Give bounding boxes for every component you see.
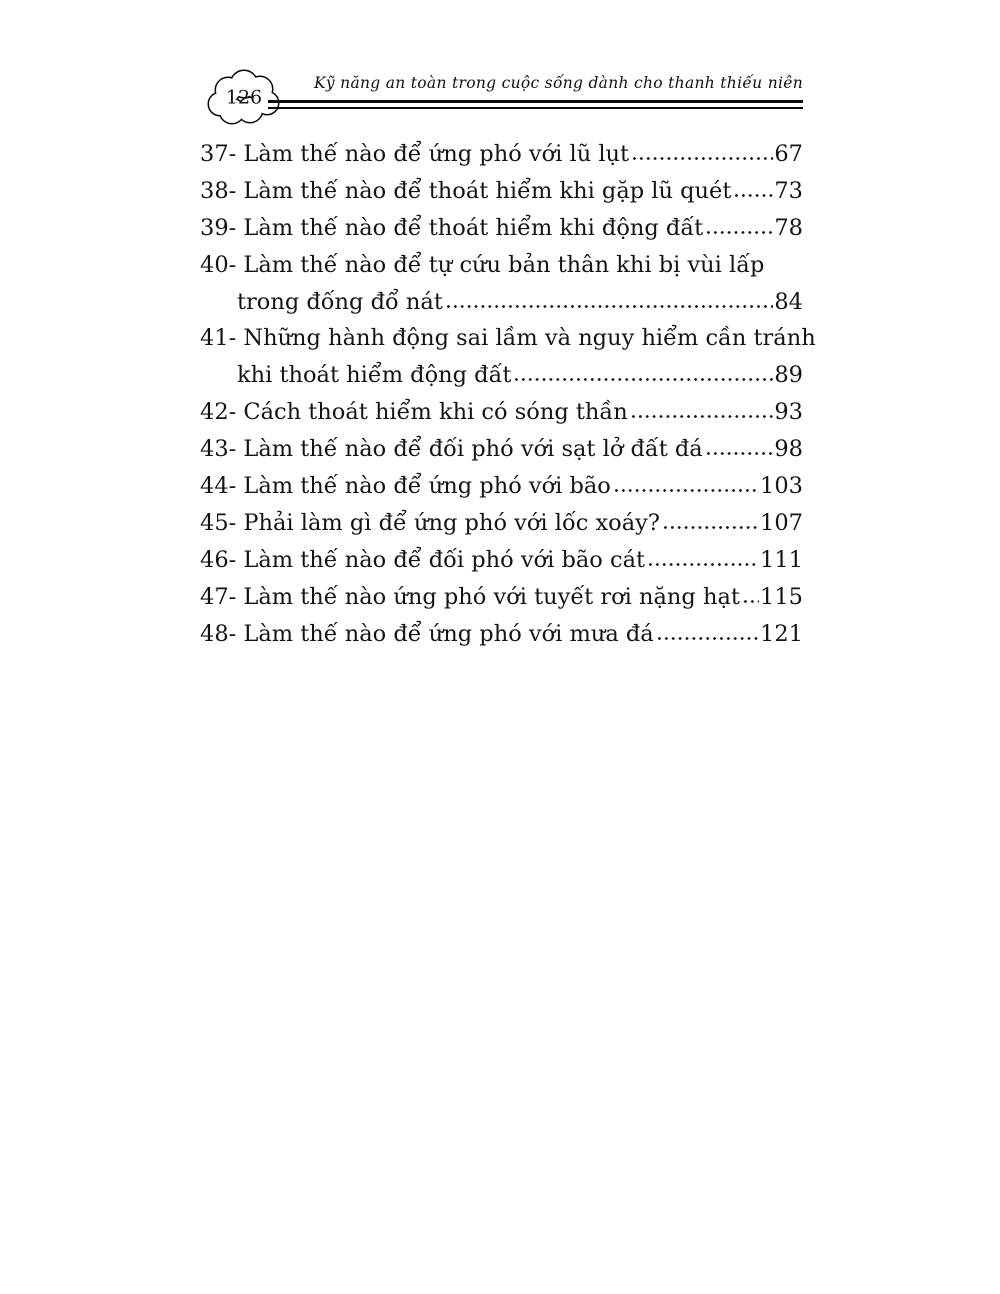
toc-page-number: 93: [774, 399, 803, 426]
header-rule-bottom: [268, 107, 803, 109]
toc-entry-text: 45- Phải làm gì để ứng phó với lốc xoáy?: [200, 509, 660, 536]
toc-row: [200, 399, 803, 436]
toc-row: [200, 436, 803, 473]
toc-entry-text: 39- Làm thế nào để thoát hiểm khi động đất: [200, 214, 704, 241]
toc-entry-text: 41- Những hành động sai lầm và nguy hiểm cần tránh: [200, 325, 816, 352]
toc-row: [200, 547, 803, 584]
toc-row: [200, 584, 803, 621]
toc-row: [200, 621, 803, 658]
toc-row: [200, 252, 803, 289]
toc-entry-text: 43- Làm thế nào để đối phó với sạt lở đất đá: [200, 436, 703, 463]
dotted-leader: [631, 156, 773, 161]
toc-list: [200, 141, 816, 657]
dotted-leader: [613, 488, 759, 493]
toc-entry-text: 46- Làm thế nào để đối phó với bão cát: [200, 546, 646, 573]
toc-row: [200, 473, 803, 510]
toc-row: [200, 289, 803, 326]
toc-row: [200, 362, 803, 399]
toc-page-number: 67: [774, 141, 803, 167]
toc-entry-text: 37- Làm thế nào để ứng phó với lũ lụt: [200, 141, 630, 167]
dotted-leader: [513, 377, 773, 382]
toc-row: [200, 141, 803, 178]
toc-entry-text: 47- Làm thế nào ứng phó với tuyết rơi nặng hạt: [200, 583, 740, 610]
toc-page-number: 107: [760, 509, 803, 536]
dotted-leader: [647, 562, 759, 567]
dotted-leader: [445, 304, 773, 309]
toc-page-number: 121: [760, 620, 803, 647]
toc-entry-text: khi thoát hiểm động đất: [237, 362, 512, 389]
toc-page-number: 89: [774, 362, 803, 389]
dotted-leader: [705, 451, 774, 456]
dotted-leader: [630, 414, 774, 419]
toc-row: [200, 178, 803, 215]
toc-page-number: 84: [774, 288, 803, 315]
toc-entry-text: 38- Làm thế nào để thoát hiểm khi gặp lũ quét: [200, 177, 732, 204]
toc-entry-text: 48- Làm thế nào để ứng phó với mưa đá: [200, 620, 654, 647]
cloud-page-number-badge: [203, 68, 285, 128]
toc-row: [200, 215, 803, 252]
dotted-leader: [662, 525, 759, 530]
toc-entry-text: 42- Cách thoát hiểm khi có sóng thần: [200, 399, 628, 426]
header-rule-top: [268, 100, 803, 103]
toc-page-number: 73: [774, 177, 803, 204]
header-title: Kỹ năng an toàn trong cuộc sống dành cho thanh thiếu niên: [314, 74, 803, 92]
toc-entry-text: trong đống đổ nát: [237, 288, 443, 315]
toc-entry-text: 44- Làm thế nào để ứng phó với bão: [200, 473, 611, 500]
toc-row: [200, 510, 803, 547]
toc-row: [200, 325, 816, 362]
toc-page-number: 115: [760, 583, 803, 610]
toc-page-number: 111: [760, 546, 803, 573]
dotted-leader: [656, 636, 759, 641]
page-number: 126: [225, 86, 263, 109]
toc-page-number: 78: [774, 214, 803, 241]
dotted-leader: [742, 599, 759, 604]
dotted-leader: [705, 230, 773, 235]
toc-page-number: 103: [760, 473, 803, 500]
dotted-leader: [733, 193, 773, 198]
toc-entry-text: 40- Làm thế nào để tự cứu bản thân khi bị vùi lấp: [200, 251, 765, 278]
toc-page-number: 98: [774, 436, 803, 463]
